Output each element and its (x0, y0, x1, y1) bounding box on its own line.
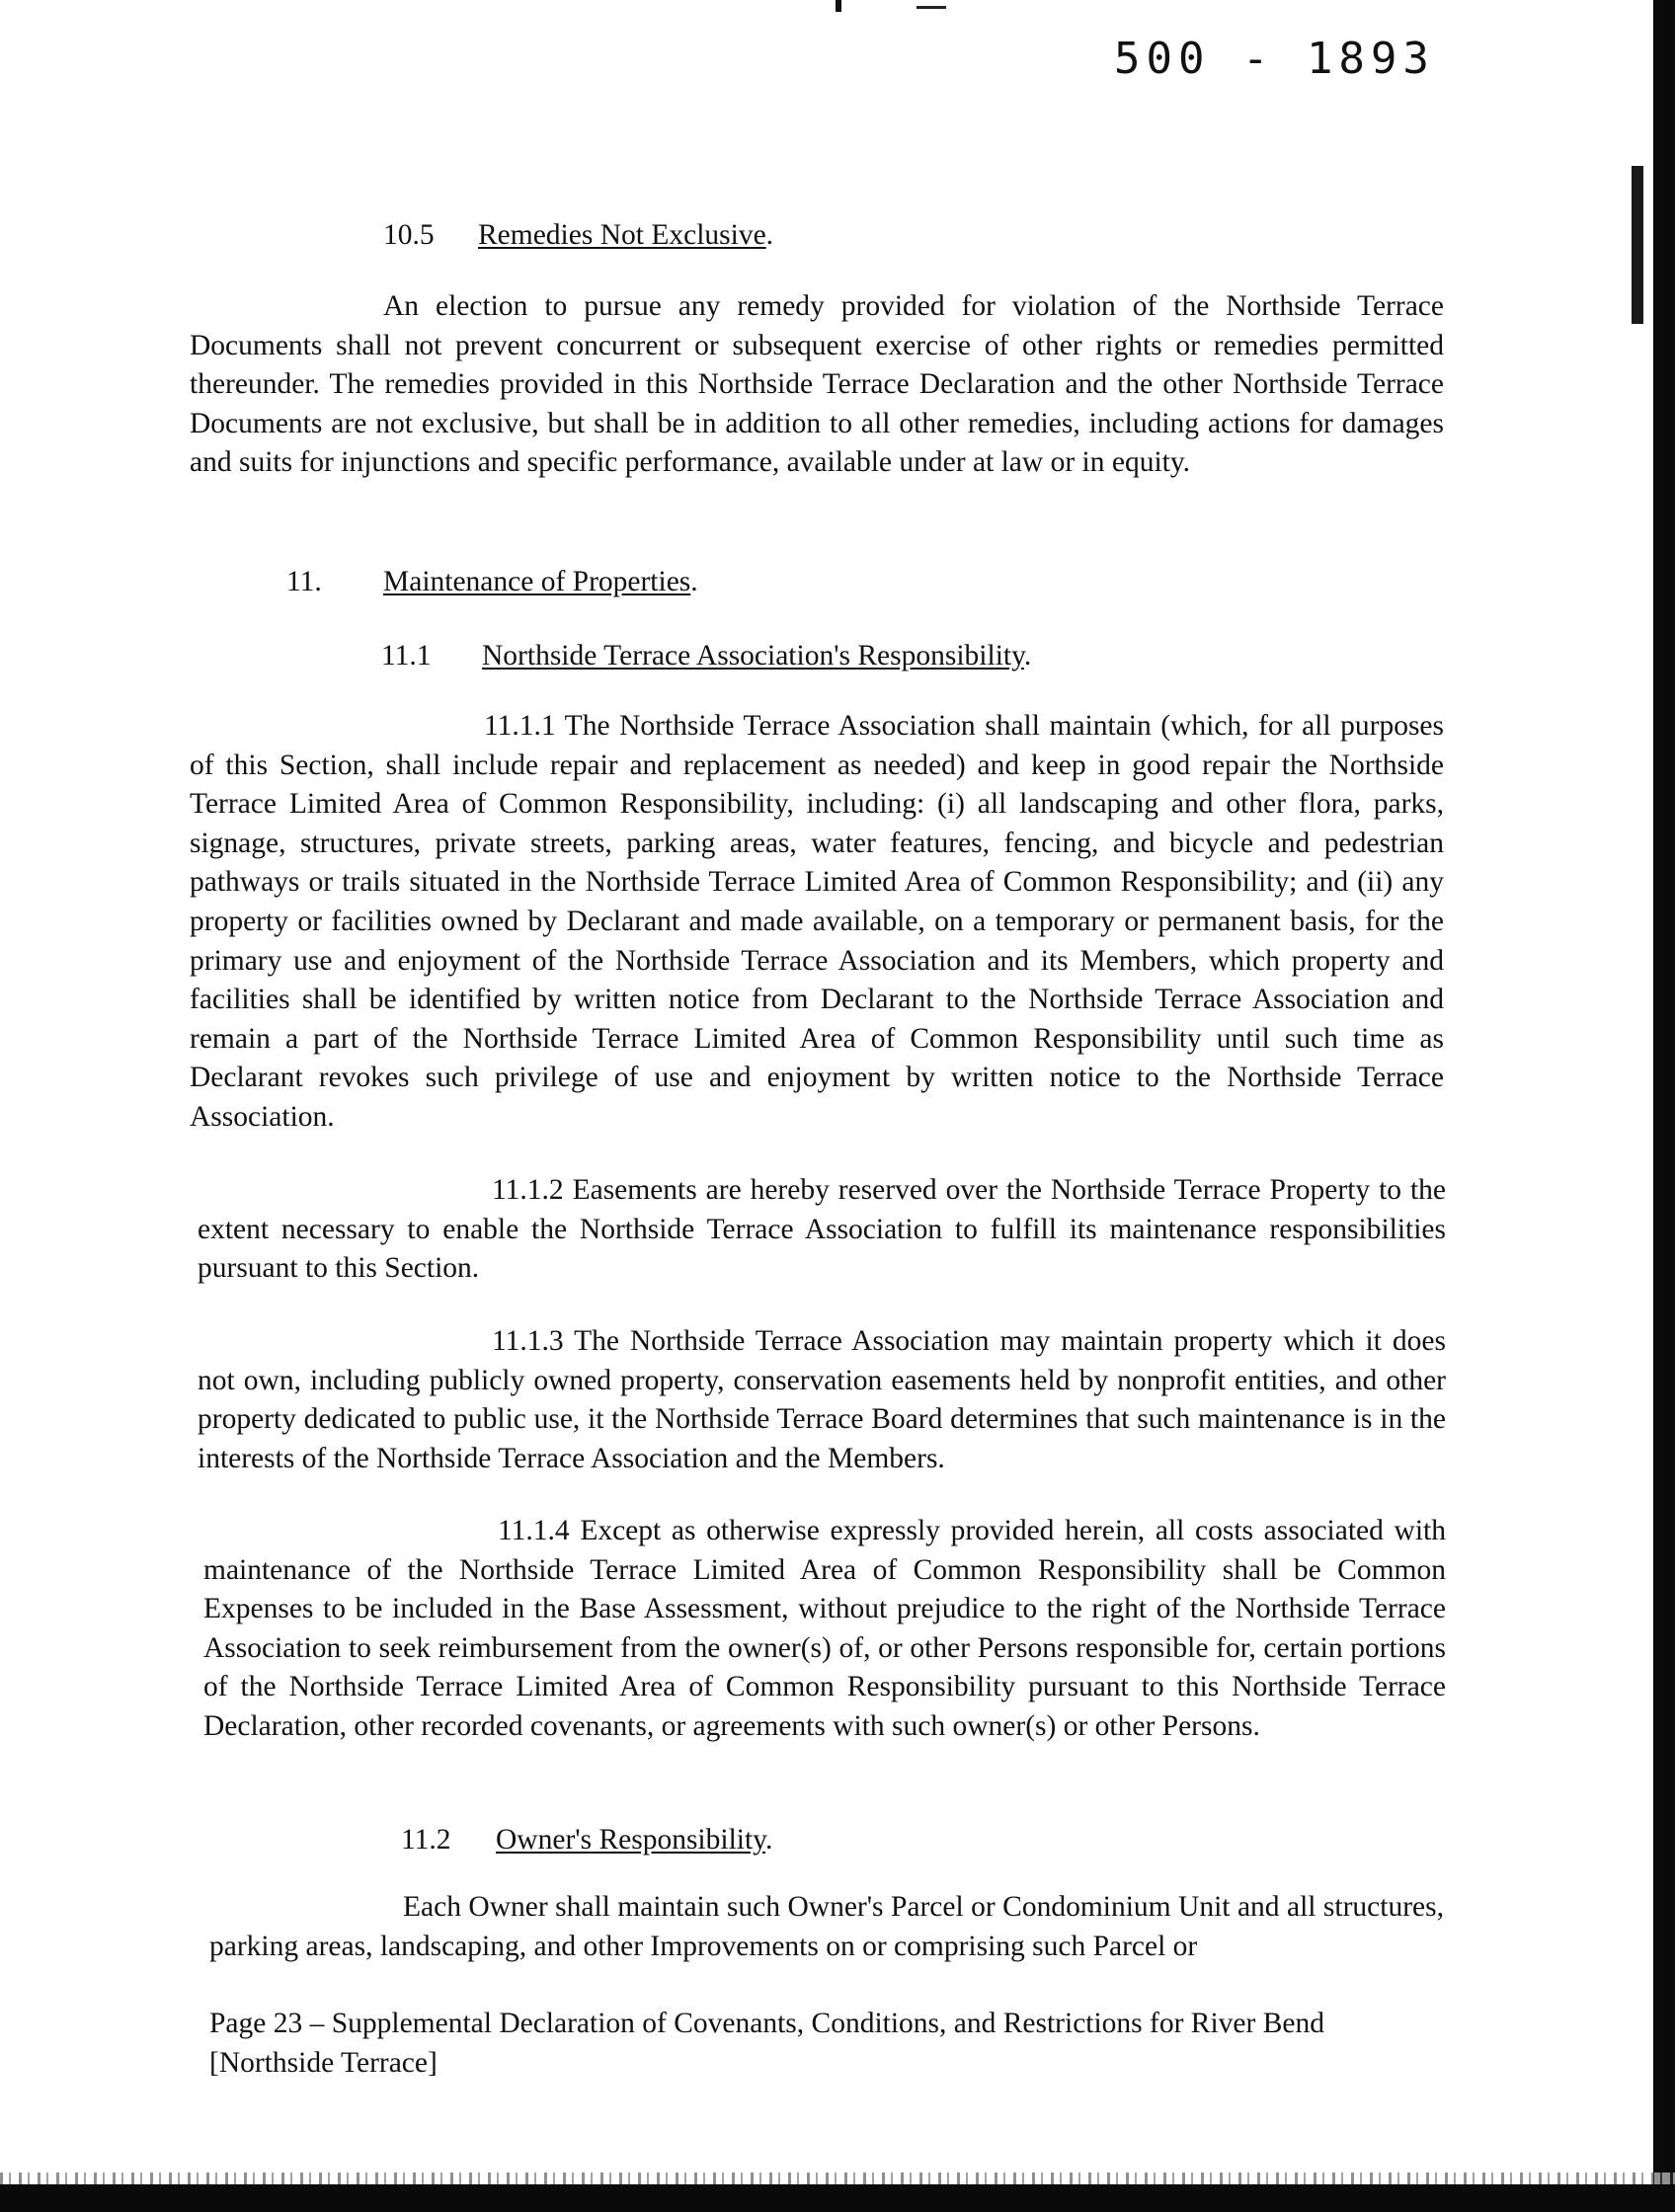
section-title: Northside Terrace Association's Responsibility (482, 640, 1024, 672)
footer-line-1: Page 23 – Supplemental Declaration of Covenants, Conditions, and Restrictions for River Bend (209, 2008, 1324, 2039)
section-11-1-heading: 11.1 Northside Terrace Association's Responsibility. (381, 636, 1031, 675)
scan-artifact-top-dash (917, 6, 946, 9)
section-11-heading: 11. Maintenance of Properties. (286, 562, 698, 601)
footer-line-2: [Northside Terrace] (209, 2046, 438, 2079)
section-number: 10.5 (383, 219, 435, 251)
section-11-2-heading: 11.2 Owner's Responsibility. (401, 1820, 772, 1859)
scan-border-right (1653, 0, 1675, 2212)
section-title: Owner's Responsibility (496, 1824, 765, 1856)
scan-artifact-right (1632, 166, 1643, 324)
section-11-1-1: 11.1.1 The Northside Terrace Association shall maintain (which, for all purposes of this Section, shall include repair and replacement as needed) and keep in good repair the Northside Terrace Limited Area of Common Responsibility, including: (i) all landscaping and other flora, parks, signage, structures, private streets, parking areas, water features, fencing, and bicycle and pedestrian pathways or trails situated in the Northside Terrace Limited Area of Common Responsibility; and (ii) any property or facilities owned by Declarant and made available, on a temporary or permanent basis, for the primary use and enjoyment of the Northside Terrace Association and its Members, which property and facilities shall be identified by written notice from Declarant to the Northside Terrace Association and remain a part of the Northside Terrace Limited Area of Common Responsibility until such time as Declarant revokes such privilege of use and enjoyment by written notice to the Northside Terrace Association. (190, 710, 1444, 1133)
document-number: 500 - 1893 (1114, 34, 1435, 84)
section-11-1-2: 11.1.2 Easements are hereby reserved over the Northside Terrace Property to the extent necessary to enable the Northside Terrace Association to fulfill its maintenance responsibilities pursuant to this Section. (198, 1174, 1446, 1285)
scan-border-bottom (0, 2184, 1675, 2212)
scan-artifact-top (836, 0, 841, 12)
section-11-2-body: Each Owner shall maintain such Owner's Parcel or Condominium Unit and all structures, parking areas, landscaping, and other Improvements on or comprising such Parcel or (209, 1891, 1444, 1962)
section-title: Remedies Not Exclusive (478, 219, 766, 251)
section-10-5-body: An election to pursue any remedy provided for violation of the Northside Terrace Documents shall not prevent concurrent or subsequent exercise of other rights or remedies permitted thereunder. The remedies provided in this Northside Terrace Declaration and the other Northside Terrace Documents are not exclusive, but shall be in addition to all other remedies, including actions for damages and suits for injunctions and specific performance, available under at law or in equity. (190, 290, 1444, 479)
section-title: Maintenance of Properties (383, 566, 691, 597)
section-11-1-4: 11.1.4 Except as otherwise expressly provided herein, all costs associated with maintenance of the Northside Terrace Limited Area of Common Responsibility shall be Common Expenses to be included in the Base Assessment, without prejudice to the right of the Northside Terrace Association to seek reimbursement from the owner(s) of, or other Persons responsible for, certain portions of the Northside Terrace Limited Area of Common Responsibility pursuant to this Northside Terrace Declaration, other recorded covenants, or agreements with such owner(s) or other Persons. (203, 1515, 1446, 1742)
section-11-1-3: 11.1.3 The Northside Terrace Association may maintain property which it does not own, including publicly owned property, conservation easements held by nonprofit entities, and other property dedicated to public use, it the Northside Terrace Board determines that such maintenance is in the interests of the Northside Terrace Association and the Members. (198, 1325, 1446, 1474)
section-number: 11.1 (381, 640, 432, 672)
page-footer (209, 2005, 1464, 2083)
section-number: 11. (286, 566, 322, 597)
section-number: 11.2 (401, 1824, 451, 1856)
section-10-5-heading: 10.5 Remedies Not Exclusive. (383, 215, 773, 255)
